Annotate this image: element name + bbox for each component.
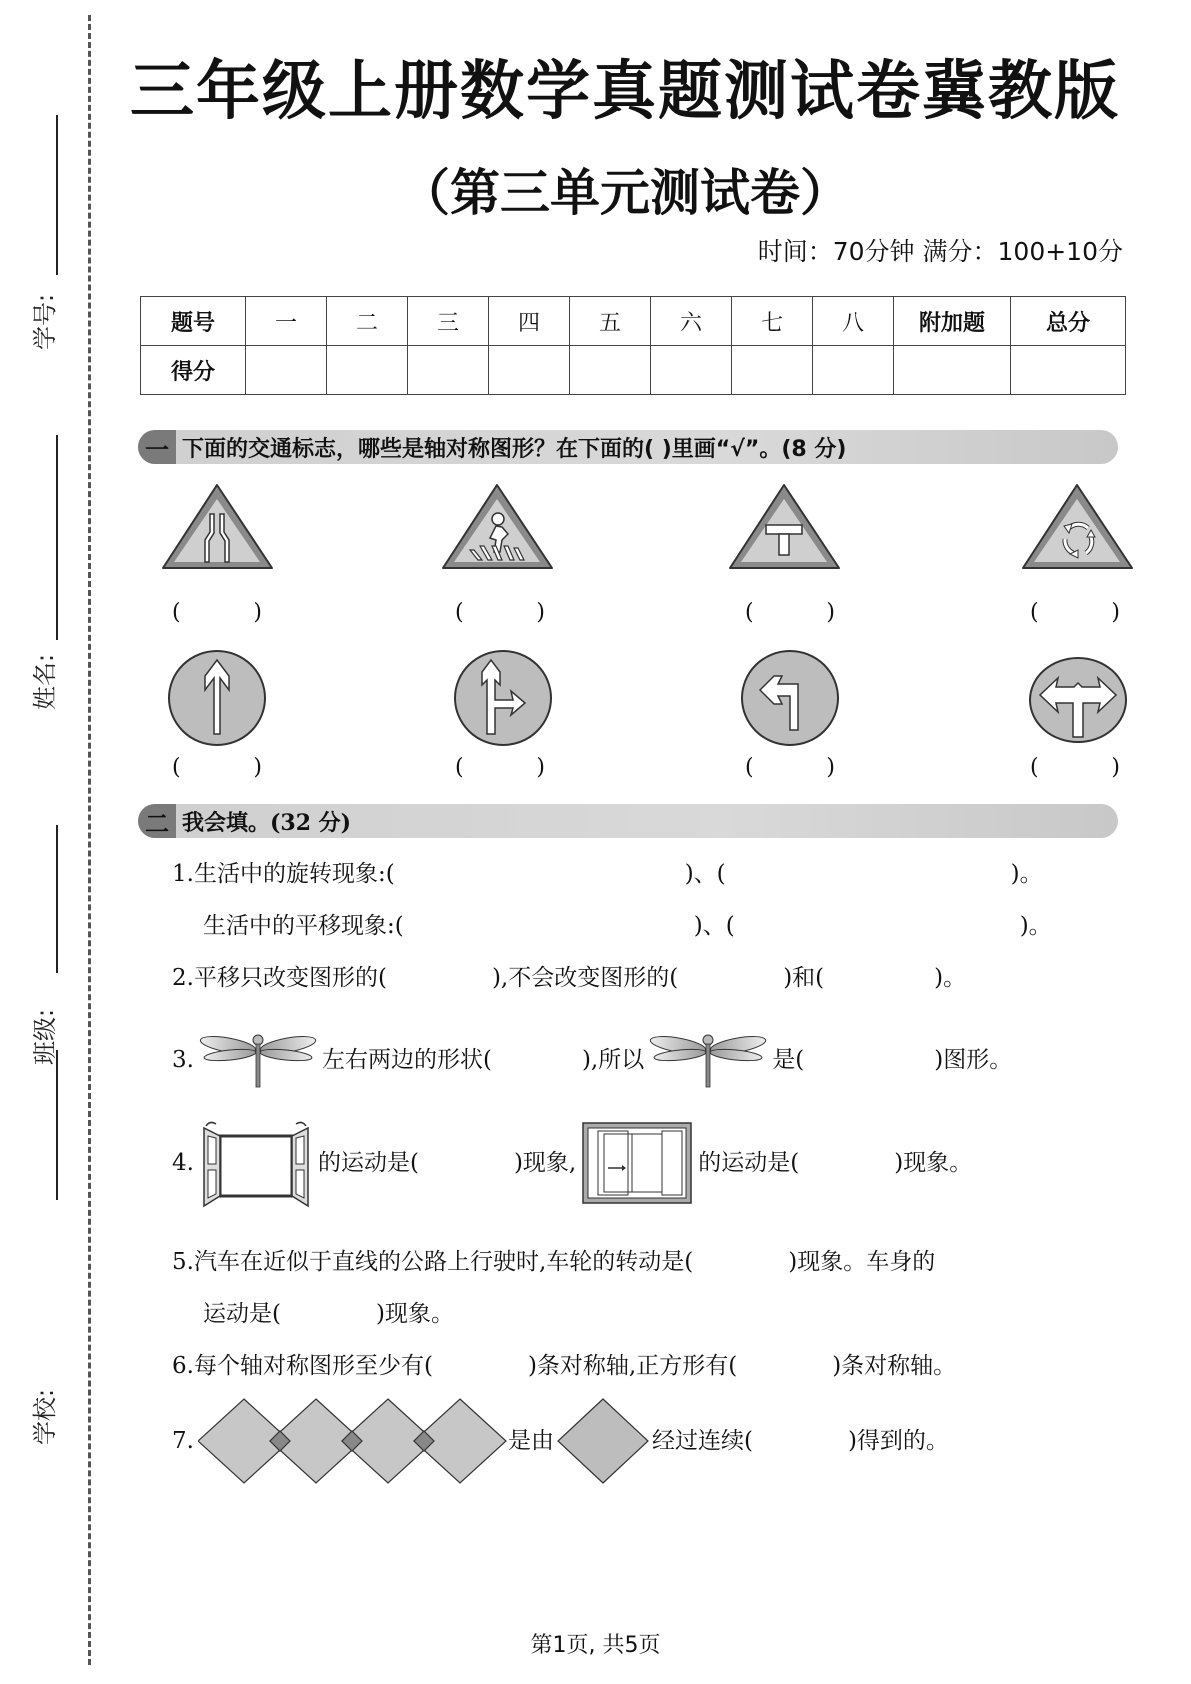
row-label-question-no: 题号 xyxy=(141,297,246,346)
row-label-score: 得分 xyxy=(141,346,246,395)
answer-blank-sign-6[interactable]: ( ) xyxy=(455,755,545,780)
student-id-field-line[interactable] xyxy=(56,115,58,275)
answer-blank-sign-2[interactable]: ( ) xyxy=(455,600,545,625)
score-cell[interactable] xyxy=(246,346,327,395)
school-label: 学校: xyxy=(31,1388,59,1445)
section-2-number: 二 xyxy=(138,804,176,838)
section-1-title: 下面的交通标志，哪些是轴对称图形？在下面的( )里画“√”。(8 分) xyxy=(182,436,847,462)
col-header: 八 xyxy=(813,297,894,346)
single-diamond-shape xyxy=(556,1397,650,1485)
section-1-header xyxy=(138,430,1118,464)
left-or-right-sign-icon xyxy=(1028,655,1128,745)
page-subtitle: （第三单元测试卷） xyxy=(400,164,850,222)
score-table xyxy=(140,296,1126,395)
score-cell-total[interactable] xyxy=(1011,346,1126,395)
col-header: 三 xyxy=(408,297,489,346)
page-title: 三年级上册数学真题测试卷冀教版 xyxy=(130,55,1120,129)
dragonfly-icon xyxy=(198,1032,318,1088)
score-cell[interactable] xyxy=(732,346,813,395)
answer-blank-sign-8[interactable]: ( ) xyxy=(1030,755,1120,780)
question-3: 3. 左右两边的形状( ),所以 是( )图形。 xyxy=(172,1032,1012,1088)
score-cell[interactable] xyxy=(813,346,894,395)
turn-left-sign-icon xyxy=(740,648,840,748)
col-header: 七 xyxy=(732,297,813,346)
score-cell[interactable] xyxy=(327,346,408,395)
school-field-line[interactable] xyxy=(56,1050,58,1200)
question-2: 2.平移只改变图形的( ),不会改变图形的( )和( )。 xyxy=(172,965,967,991)
time-score-info: 时间：70分钟 满分：100+10分 xyxy=(757,237,1123,266)
score-cell[interactable] xyxy=(408,346,489,395)
road-narrows-sign-icon xyxy=(160,482,275,572)
sliding-window-icon xyxy=(582,1122,692,1204)
score-cell[interactable] xyxy=(570,346,651,395)
section-1-number: 一 xyxy=(138,430,176,464)
question-5-line-1: 5.汽车在近似于直线的公路上行驶时,车轮的转动是( )现象。车身的 xyxy=(172,1249,936,1275)
question-7: 7. 是由 经过连续( )得到的。 xyxy=(172,1397,949,1485)
col-header: 四 xyxy=(489,297,570,346)
col-header: 一 xyxy=(246,297,327,346)
translated-diamonds-pattern xyxy=(198,1397,508,1485)
straight-or-right-sign-icon xyxy=(453,648,553,748)
casement-window-icon xyxy=(196,1118,316,1208)
col-header-bonus: 附加题 xyxy=(894,297,1011,346)
answer-blank-sign-5[interactable]: ( ) xyxy=(172,755,262,780)
answer-blank-sign-3[interactable]: ( ) xyxy=(745,600,835,625)
question-4: 4. 的运动是( )现象, 的运动是( )现象。 xyxy=(172,1118,972,1208)
question-5-line-2: 运动是( )现象。 xyxy=(203,1301,454,1327)
dragonfly-icon xyxy=(648,1032,768,1088)
t-junction-sign-icon xyxy=(727,482,842,572)
page-indicator: 第1页, 共5页 xyxy=(530,1633,661,1658)
answer-blank-sign-4[interactable]: ( ) xyxy=(1030,600,1120,625)
score-cell[interactable] xyxy=(489,346,570,395)
straight-ahead-sign-icon xyxy=(167,648,267,748)
pedestrian-crossing-sign-icon xyxy=(440,482,555,572)
section-2-header xyxy=(138,804,1118,838)
col-header: 六 xyxy=(651,297,732,346)
col-header-total: 总分 xyxy=(1011,297,1126,346)
col-header: 五 xyxy=(570,297,651,346)
question-1-line-2: 生活中的平移现象:( )、( )。 xyxy=(203,913,1052,939)
roundabout-sign-icon xyxy=(1020,482,1135,572)
student-id-label: 学号: xyxy=(31,293,59,350)
binding-dashed-line xyxy=(88,15,91,1665)
col-header: 二 xyxy=(327,297,408,346)
score-table-header-row xyxy=(141,297,1126,346)
question-1-line-1: 1.生活中的旋转现象:( )、( )。 xyxy=(172,861,1043,887)
name-label: 姓名: xyxy=(31,653,59,710)
answer-blank-sign-1[interactable]: ( ) xyxy=(172,600,262,625)
question-6: 6.每个轴对称图形至少有( )条对称轴,正方形有( )条对称轴。 xyxy=(172,1353,957,1379)
section-2-title: 我会填。(32 分) xyxy=(182,809,352,836)
class-label: 班级: xyxy=(31,1008,59,1065)
class-field-line[interactable] xyxy=(56,825,58,973)
answer-blank-sign-7[interactable]: ( ) xyxy=(745,755,835,780)
score-table-score-row xyxy=(141,346,1126,395)
score-cell-bonus[interactable] xyxy=(894,346,1011,395)
name-field-line[interactable] xyxy=(56,435,58,640)
score-cell[interactable] xyxy=(651,346,732,395)
